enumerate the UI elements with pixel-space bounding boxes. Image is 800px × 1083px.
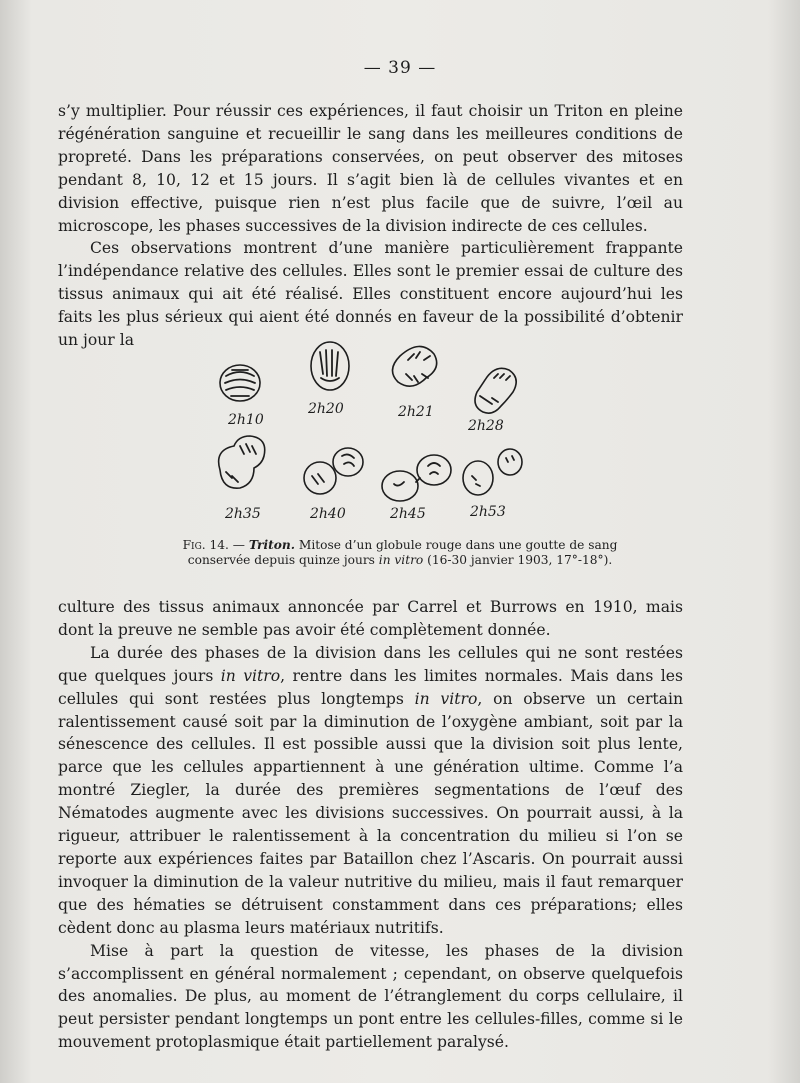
- caption-text-1: Mitose d’un globule rouge dans une goutte de sang conservée depuis quinze jours: [187, 538, 618, 567]
- cell-stage-8: [463, 449, 522, 495]
- in-vitro-italic-1: in vitro: [220, 666, 281, 685]
- text-block-top: [58, 100, 683, 352]
- paragraph-observations: Ces observations montrent d’une manière particulièrement frappante l’indépendance relative des cellules. Elles sont le premier essai de culture des tissus animaux qui ait été réalisé. Elles constituent encore aujourd’hui les faits les plus sérieux qui aient été donnés en faveur de la possibilité d’obtenir un jour la: [58, 239, 683, 350]
- label-2h20: 2h20: [308, 401, 344, 417]
- paragraph-continued: s’y multiplier. Pour réussir ces expériences, il faut choisir un Triton en pleine régénération sanguine et recueillir le sang dans les meilleures conditions de propreté. Dans les préparations conservées, on peut observer des mitoses pendant 8, 10, 12 et 15 jours. Il s’agit bien là de cellules vivantes et en division effective, puisque rien n’est plus facile que de suivre, l’œil au microscope, les phases successives de la division indirecte de ces cellules.: [58, 102, 683, 235]
- cell-stage-1: [220, 365, 260, 401]
- cell-stage-5: [219, 436, 265, 488]
- cell-stage-6: [304, 448, 363, 494]
- label-2h28: 2h28: [468, 418, 504, 434]
- label-2h21: 2h21: [398, 404, 434, 420]
- paragraph-duration: [58, 642, 683, 940]
- label-2h10: 2h10: [228, 412, 264, 428]
- label-2h40: 2h40: [310, 506, 346, 518]
- in-vitro-italic-2: in vitro: [414, 689, 478, 708]
- label-2h45: 2h45: [390, 506, 426, 518]
- page-number: — 39 —: [363, 58, 437, 78]
- caption-genus: Triton.: [248, 538, 295, 552]
- cell-stage-3: [392, 346, 436, 386]
- cell-stage-7: [382, 455, 451, 501]
- label-2h53: 2h53: [470, 504, 506, 518]
- duration-text-b: , rentre dans les limites normales. Mais dans les cellules qui sont restées plus longtemps: [58, 666, 683, 708]
- label-2h35: 2h35: [225, 506, 261, 518]
- mitosis-sketch: [180, 338, 640, 518]
- paragraph-carrel: culture des tissus animaux annoncée par Carrel et Burrows en 1910, mais dont la preuve ne semble pas avoir été complètement donnée.: [58, 598, 683, 639]
- text-block-bottom: [58, 596, 683, 1054]
- paragraph-anomalies: Mise à part la question de vitesse, les phases de la division s’accomplissent en général normalement ; cependant, on observe quelquefois des anomalies. De plus, au moment de l’étranglement du corps cellulaire, il peut persister pendant longtemps un pont entre les cellules-filles, comme si le mouvement protoplasmique était partiellement paralysé.: [58, 941, 683, 1052]
- cell-stage-2: [311, 342, 349, 390]
- caption-in-vitro: in vitro: [378, 553, 424, 567]
- caption-figure-label: Fig. 14. —: [182, 538, 245, 552]
- cell-stage-4: [475, 368, 516, 413]
- figure-caption: [160, 538, 640, 568]
- duration-text-a: La durée des phases de la division dans les cellules qui ne sont restées que quelques jours: [58, 643, 683, 685]
- caption-text-2: (16-30 janvier 1903, 17°-18°).: [427, 553, 613, 567]
- duration-text-c: , on observe un certain ralentissement causé soit par la diminution de l’oxygène ambiant, soit par la sénescence des cellules. Il est possible aussi que la division soit plus lente, parce que les cellules appartiennent à une génération ultime. Comme l’a montré Ziegler, la durée des premières segmentations de l’œuf des Nématodes augmente avec les divisions successives. On pourrait aussi, à la rigueur, attribuer le ralentissement à la concentration du milieu si l’on se reporte aux expériences faites par Bataillon chez l’Ascaris. On pourrait aussi invoquer la diminution de la valeur nutritive du milieu, mais il faut remarquer que des hématies se détruisent constamment dans ces préparations; elles cèdent donc au plasma leurs matériaux nutritifs.: [58, 689, 683, 937]
- figure-mitosis-drawings: [180, 338, 640, 518]
